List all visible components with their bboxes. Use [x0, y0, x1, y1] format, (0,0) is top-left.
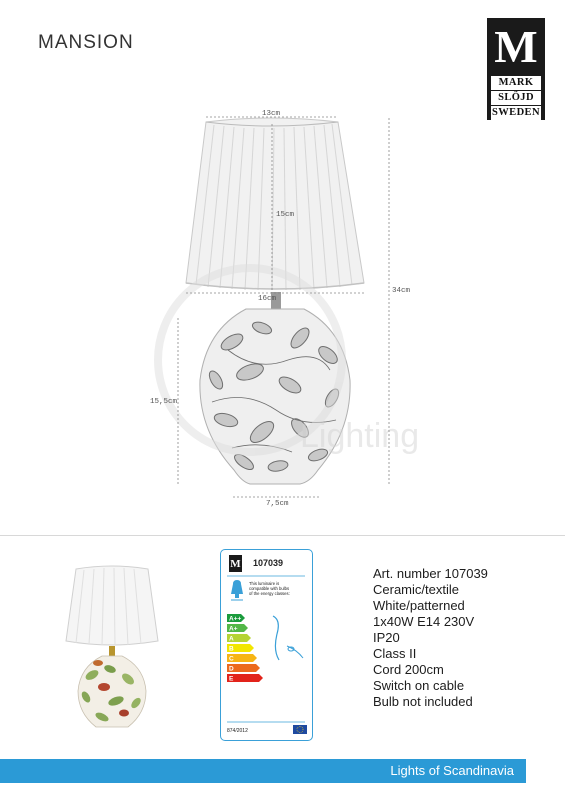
- footer-tagline: Lights of Scandinavia: [390, 763, 514, 778]
- watermark-text: Lighting: [300, 417, 420, 455]
- spec-article-number: Art. number 107039: [373, 566, 488, 581]
- energy-class-label: D: [229, 665, 234, 673]
- spec-material: Ceramic/textile: [373, 582, 459, 597]
- dim-base-height: 15,5cm: [150, 398, 178, 406]
- energy-class-label: A: [229, 635, 234, 643]
- label-regulation: 874/2012: [227, 728, 248, 734]
- ceramic-base: [200, 309, 350, 484]
- energy-class-label: B: [229, 645, 234, 653]
- dim-shade-top: 13cm: [262, 110, 281, 118]
- section-divider: [0, 535, 565, 536]
- lampshade: [186, 118, 364, 290]
- compat-text-1: This luminaire is: [249, 581, 280, 586]
- compat-text-2: compatible with bulbs: [249, 586, 290, 591]
- product-title: MANSION: [38, 32, 134, 53]
- footer-bar: [0, 759, 526, 783]
- spec-cord: Cord 200cm: [373, 662, 444, 677]
- dim-base-width: 7,5cm: [266, 500, 289, 508]
- eu-flag-icon: [293, 725, 307, 734]
- energy-label: [220, 549, 313, 741]
- product-photo: [62, 563, 162, 733]
- energy-class-label: A++: [229, 615, 242, 623]
- dim-total-height: 34cm: [392, 287, 411, 295]
- energy-class-label: A+: [229, 625, 238, 633]
- energy-class-label: E: [229, 675, 234, 683]
- logo-line-1: MARK: [491, 76, 541, 90]
- spec-bulb: 1x40W E14 230V: [373, 614, 475, 629]
- spec-class: Class II: [373, 646, 417, 661]
- label-logo-letter: M: [230, 558, 241, 570]
- dim-shade-bottom: 16cm: [258, 295, 277, 303]
- energy-class-label: C: [229, 655, 234, 663]
- spec-list: [373, 566, 488, 710]
- dim-shade-height: 15cm: [276, 211, 295, 219]
- energy-class-bars: [227, 614, 263, 683]
- spec-bulb-note: Bulb not included: [373, 694, 473, 709]
- bulb-icon: [231, 580, 243, 600]
- logo-line-3: SWEDEN: [492, 107, 540, 118]
- compat-text-3: of the energy classes:: [249, 591, 290, 596]
- spec-color: White/patterned: [373, 598, 465, 613]
- logo-letter: M: [494, 21, 538, 72]
- label-article-number: 107039: [253, 558, 284, 568]
- spec-switch: Switch on cable: [373, 678, 465, 693]
- spec-ip-rating: IP20: [373, 630, 400, 645]
- logo-line-2: SLÖJD: [491, 91, 541, 105]
